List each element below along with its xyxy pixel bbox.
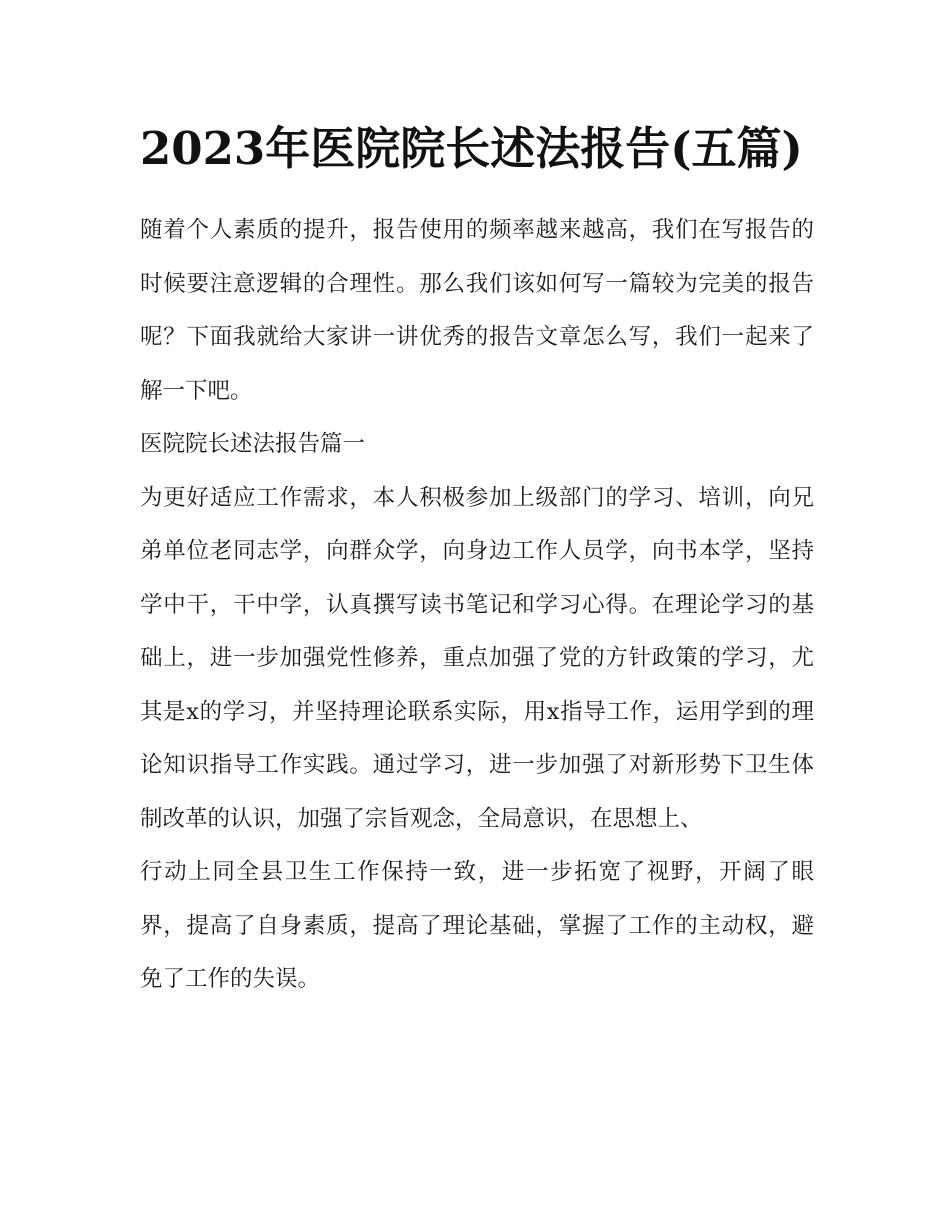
- body-paragraph-1: 为更好适应工作需求，本人积极参加上级部门的学习、培训，向兄弟单位老同志学，向群众学，向身边工作人员学，向书本学，坚持学中干，干中学，认真撰写读书笔记和学习心得。在理论学习的基础上，进一步加强党性修养，重点加强了党的方针政策的学习，尤其是x的学习，并坚持理论联系实际，用x指导工作，运用学到的理论知识指导工作实践。通过学习，进一步加强了对新形势下卫生体制改革的认识，加强了宗旨观念，全局意识，在思想上、: [140, 484, 814, 832]
- document-title: 2023年医院院长述法报告(五篇): [140, 122, 803, 175]
- intro-paragraph: 随着个人素质的提升，报告使用的频率越来越高，我们在写报告的时候要注意逻辑的合理性。那么我们该如何写一篇较为完美的报告呢？下面我就给大家讲一讲优秀的报告文章怎么写，我们一起来了解一下吧。: [140, 217, 814, 404]
- document-body: [140, 204, 814, 1007]
- body-paragraph-2: 行动上同全县卫生工作保持一致，进一步拓宽了视野，开阔了眼界，提高了自身素质，提高了理论基础，掌握了工作的主动权，避免了工作的失误。: [140, 859, 814, 992]
- section-heading: 医院院长述法报告篇一: [140, 431, 366, 457]
